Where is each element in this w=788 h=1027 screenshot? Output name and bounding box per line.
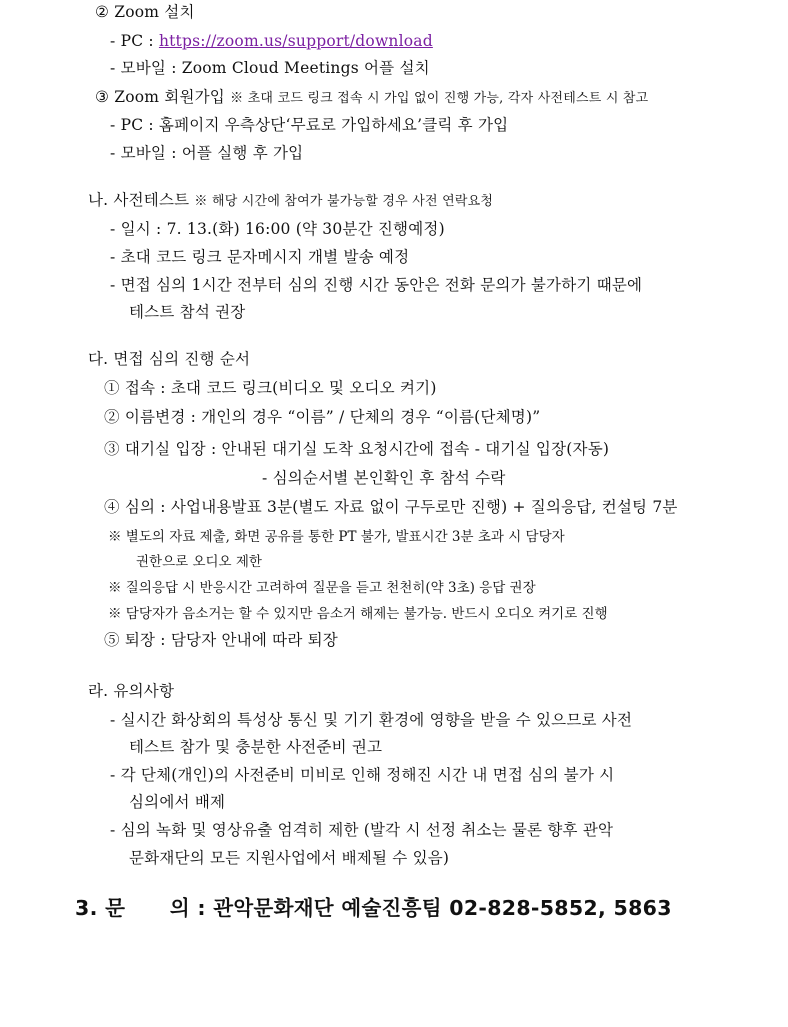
zoom-install-mobile: - 모바일 : Zoom Cloud Meetings 어플 설치	[110, 59, 430, 77]
pretest-heading: 나. 사전테스트	[88, 191, 195, 209]
procedure-item: - 심의순서별 본인확인 후 참석 수락	[262, 469, 506, 487]
zoom-signup-heading: ③ Zoom 회원가입	[95, 88, 231, 106]
zoom-signup-heading-line	[95, 87, 648, 109]
procedure-note: ※ 담당자가 음소거는 할 수 있지만 음소거 해제는 불가능. 반드시 오디오 켜기로 진행	[108, 606, 608, 622]
zoom-signup-mobile: - 모바일 : 어플 실행 후 가입	[110, 144, 304, 162]
pretest-item: - 면접 심의 1시간 전부터 심의 진행 시간 동안은 전화 문의가 불가하기 때문에	[110, 276, 643, 294]
procedure-note: ※ 질의응답 시 반응시간 고려하여 질문을 듣고 천천히(약 3초) 응답 권장	[108, 580, 536, 596]
pretest-item: - 초대 코드 링크 문자메시지 개별 발송 예정	[110, 248, 410, 266]
notes-item: - 각 단체(개인)의 사전준비 미비로 인해 정해진 시간 내 면접 심의 불가 시	[110, 766, 615, 784]
zoom-signup-note: ※ 초대 코드 링크 접속 시 가입 없이 진행 가능, 각자 사전테스트 시 참고	[230, 91, 649, 106]
procedure-heading: 다. 면접 심의 진행 순서	[88, 350, 251, 368]
notes-item: 심의에서 배제	[129, 793, 226, 811]
pretest-heading-line	[88, 190, 493, 212]
procedure-note: 권한으로 오디오 제한	[136, 554, 262, 570]
zoom-install-heading: ② Zoom 설치	[95, 3, 195, 21]
procedure-item: ③ 대기실 입장 : 안내된 대기실 도착 요청시간에 접속 - 대기실 입장(자동)	[104, 440, 610, 458]
pretest-note: ※ 해당 시간에 참여가 불가능할 경우 사전 연락요청	[194, 194, 494, 209]
notes-item: - 심의 녹화 및 영상유출 엄격히 제한 (발각 시 선정 취소는 물론 향후 관악	[110, 821, 614, 839]
procedure-item: ④ 심의 : 사업내용발표 3분(별도 자료 없이 구두로만 진행) + 질의응답, 컨설팅 7분	[104, 498, 678, 516]
procedure-item: ② 이름변경 : 개인의 경우 “이름” / 단체의 경우 “이름(단체명)”	[104, 408, 541, 426]
notes-item: - 실시간 화상회의 특성상 통신 및 기기 환경에 영향을 받을 수 있으므로 사전	[110, 711, 633, 729]
pretest-item: 테스트 참석 권장	[129, 303, 246, 321]
zoom-download-link[interactable]: https://zoom.us/support/download	[158, 32, 433, 50]
zoom-signup-pc: - PC : 홈페이지 우측상단‘무료로 가입하세요’클릭 후 가입	[110, 116, 509, 134]
pc-label: - PC :	[110, 32, 159, 50]
contact-line: 3. 문 의 : 관악문화재단 예술진흥팀 02-828-5852, 5863	[75, 896, 672, 920]
notes-item: 문화재단의 모든 지원사업에서 배제될 수 있음)	[129, 849, 450, 867]
pretest-item: - 일시 : 7. 13.(화) 16:00 (약 30분간 진행예정)	[110, 220, 445, 238]
notes-heading: 라. 유의사항	[88, 682, 175, 700]
procedure-item: ⑤ 퇴장 : 담당자 안내에 따라 퇴장	[104, 631, 338, 649]
procedure-item: ① 접속 : 초대 코드 링크(비디오 및 오디오 켜기)	[104, 379, 437, 397]
zoom-install-pc-line	[110, 31, 433, 51]
procedure-note: ※ 별도의 자료 제출, 화면 공유를 통한 PT 불가, 발표시간 3분 초과 시 담당자	[108, 529, 565, 545]
notes-item: 테스트 참가 및 충분한 사전준비 권고	[129, 738, 383, 756]
